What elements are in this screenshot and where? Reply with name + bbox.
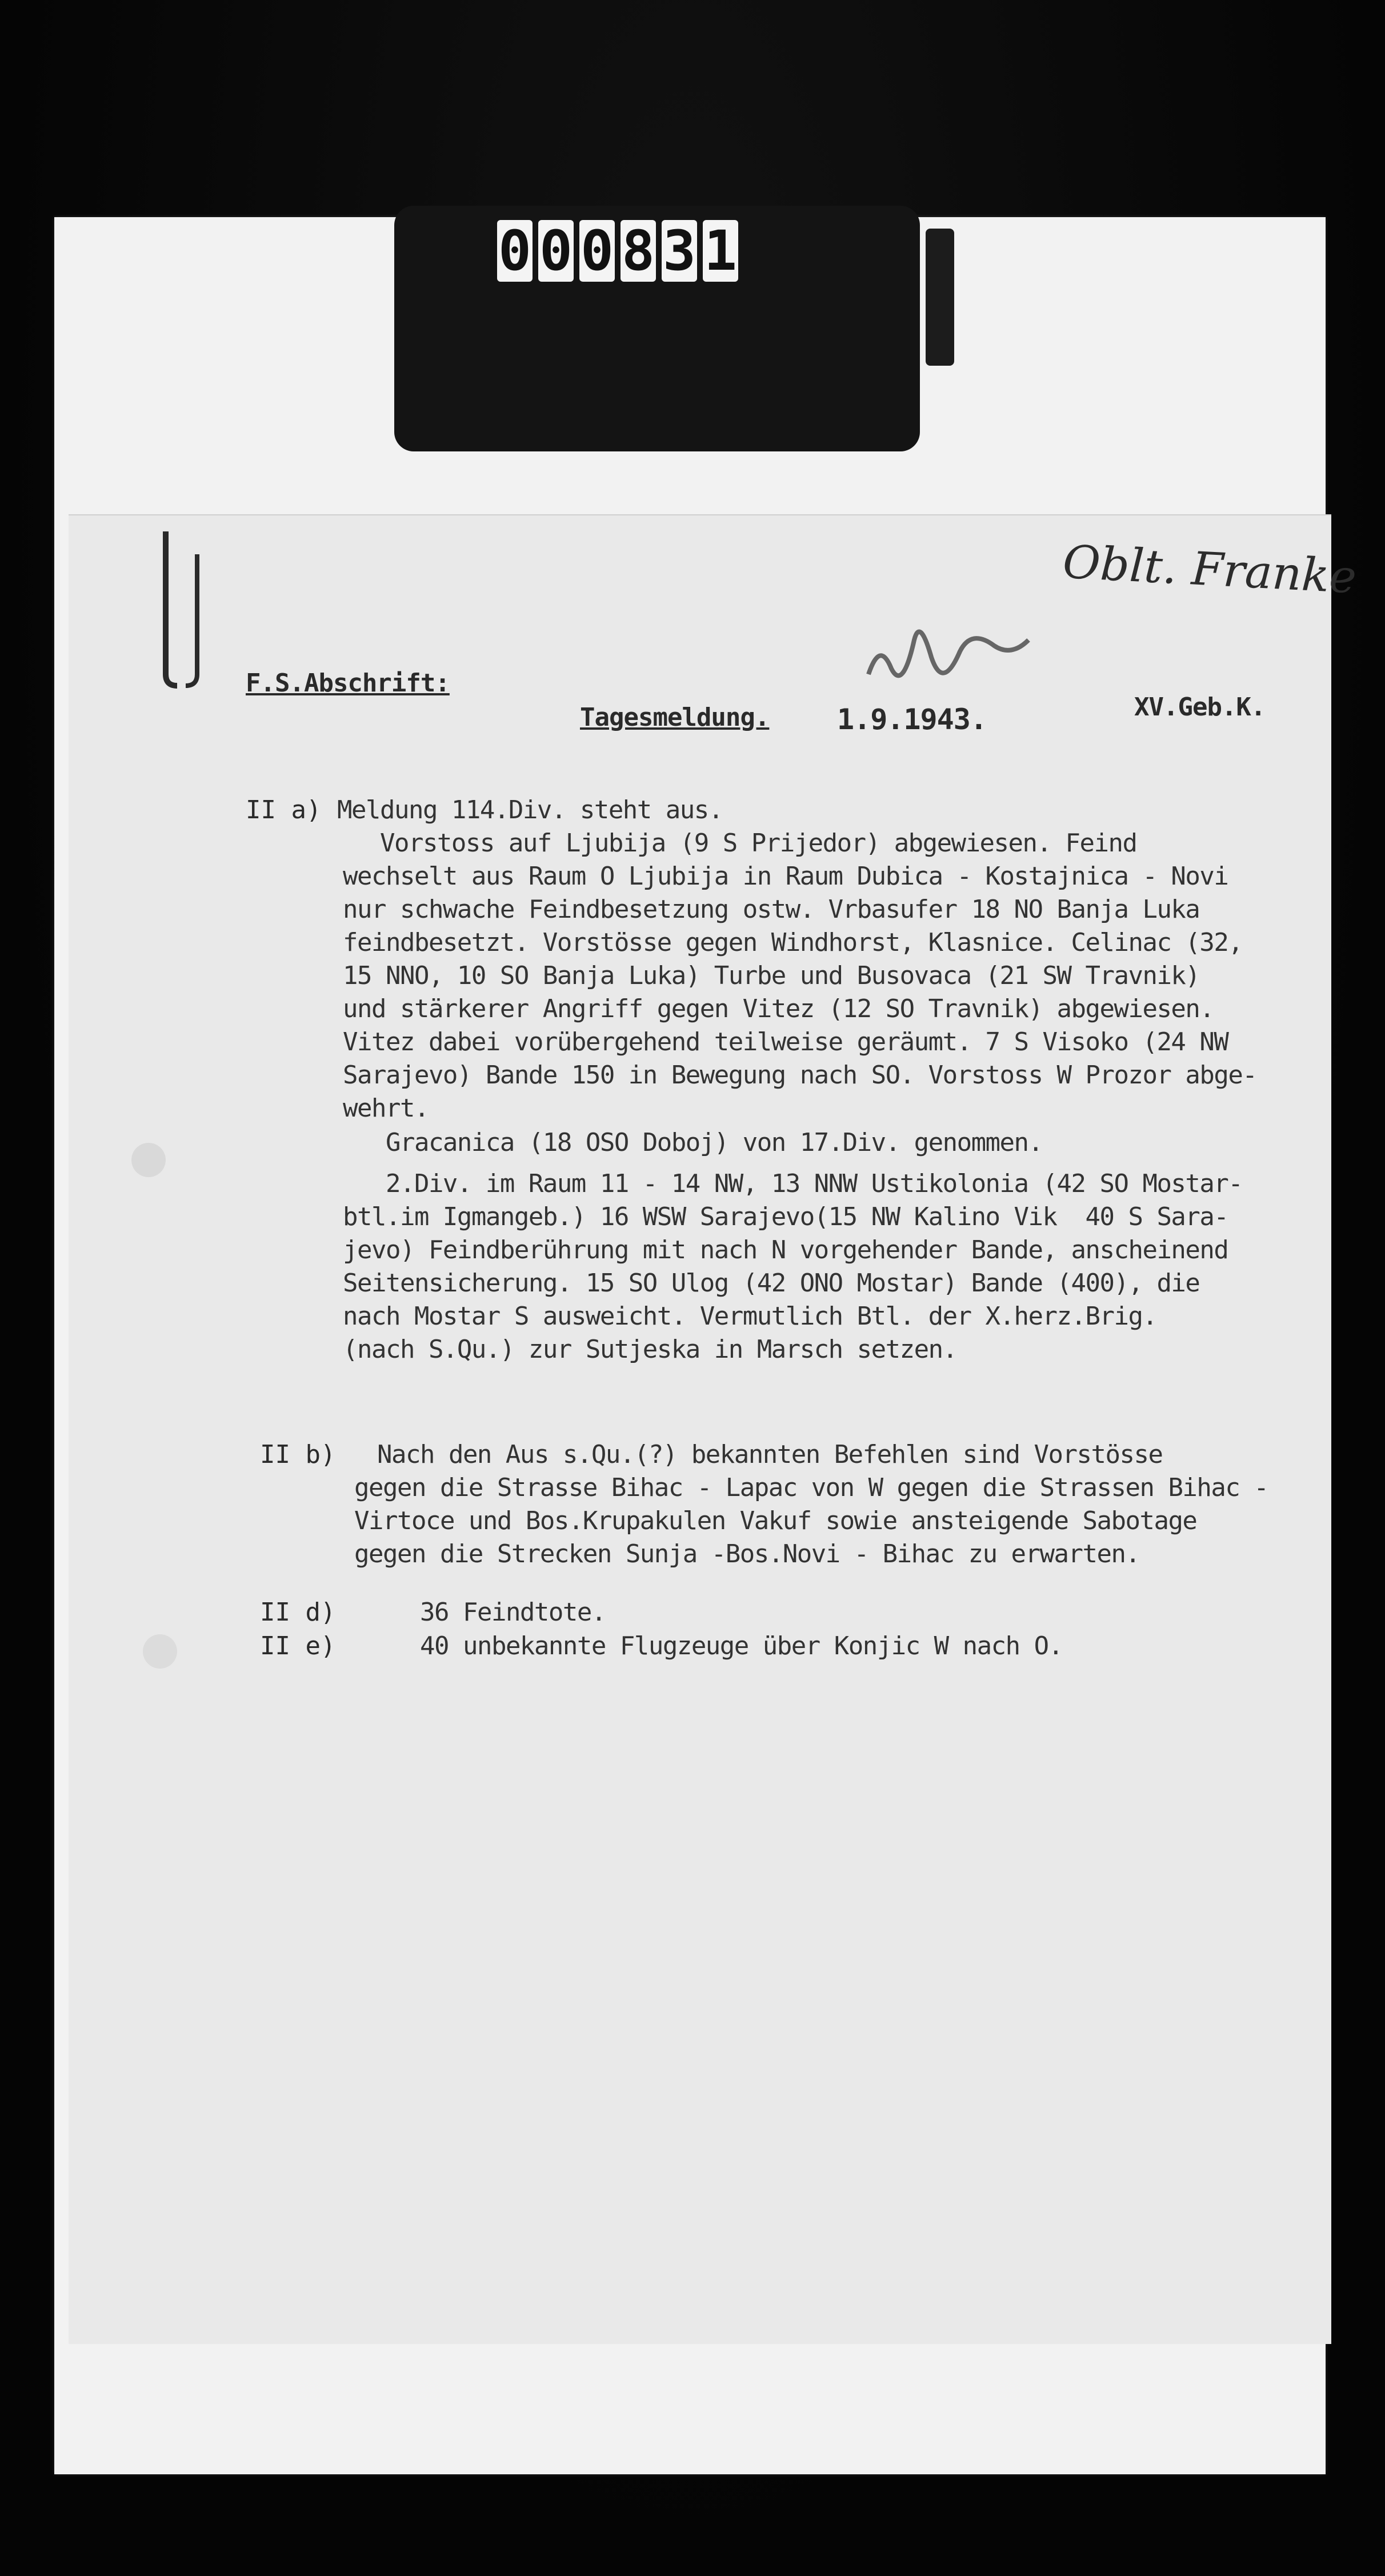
bracket-mark-icon <box>154 531 223 691</box>
punch-hole <box>131 1143 166 1177</box>
text-line: 2.Div. im Raum 11 - 14 NW, 13 NNW Ustikolonia (42 SO Mostar- <box>343 1169 1243 1198</box>
counter-digit: 0 <box>538 220 574 282</box>
text-line: wehrt. <box>343 1094 429 1123</box>
text-line: gegen die Strecken Sunja -Bos.Novi - Bihac zu erwarten. <box>354 1539 1140 1569</box>
text-line: (nach S.Qu.) zur Sutjeska in Marsch setzen. <box>343 1335 957 1364</box>
text-line: feindbesetzt. Vorstösse gegen Windhorst, Klasnice. Celinac (32, <box>343 928 1243 957</box>
counter-digit: 3 <box>662 220 697 282</box>
section-label: II d) <box>260 1598 336 1627</box>
text-line: Vorstoss auf Ljubija (9 S Prijedor) abgewiesen. Feind <box>337 829 1137 858</box>
report-title: Tagesmeldung. <box>580 703 770 732</box>
punch-hole <box>143 1634 177 1669</box>
text-line: Meldung 114.Div. steht aus. <box>337 795 723 825</box>
text-line: 40 unbekannte Flugzeuge über Konjic W nach O. <box>420 1631 1063 1661</box>
counter-digit: 8 <box>621 220 656 282</box>
section-label: II b) <box>260 1440 336 1469</box>
text-line: Virtoce und Bos.Krupakulen Vakuf sowie ansteigende Sabotage <box>354 1506 1197 1535</box>
counter-digit: 0 <box>579 220 615 282</box>
handwritten-mark-icon <box>857 606 1040 709</box>
unit-designation: XV.Geb.K. <box>1134 693 1266 722</box>
text-line: Sarajevo) Bande 150 in Bewegung nach SO. Vorstoss W Prozor abge- <box>343 1061 1257 1090</box>
report-date: 1.9.1943. <box>837 703 987 736</box>
copy-label: F.S.Abschrift: <box>246 669 450 698</box>
text-line: gegen die Strasse Bihac - Lapac von W gegen die Strassen Bihac - <box>354 1473 1268 1502</box>
text-line: nach Mostar S ausweicht. Vermutlich Btl. der X.herz.Brig. <box>343 1302 1157 1331</box>
text-line: jevo) Feindberührung mit nach N vorgehender Bande, anscheinend <box>343 1235 1228 1265</box>
frame-counter-digits <box>497 220 738 283</box>
text-line: 36 Feindtote. <box>420 1598 606 1627</box>
text-line: Seitensicherung. 15 SO Ulog (42 ONO Mostar) Bande (400), die <box>343 1269 1200 1298</box>
text-line: Gracanica (18 OSO Doboj) von 17.Div. genommen. <box>343 1128 1043 1157</box>
text-line: btl.im Igmangeb.) 16 WSW Sarajevo(15 NW Kalino Vik 40 S Sara- <box>343 1202 1228 1231</box>
section-label: II e) <box>260 1631 336 1661</box>
text-line: wechselt aus Raum O Ljubija in Raum Dubica - Kostajnica - Novi <box>343 862 1228 891</box>
text-line: 15 NNO, 10 SO Banja Luka) Turbe und Busovaca (21 SW Travnik) <box>343 961 1200 990</box>
counter-digit: 1 <box>703 220 738 282</box>
counter-knob <box>926 229 954 366</box>
text-line: Nach den Aus s.Qu.(?) bekannten Befehlen sind Vorstösse <box>377 1440 1163 1469</box>
document-sheet <box>69 514 1331 2344</box>
text-line: nur schwache Feindbesetzung ostw. Vrbasufer 18 NO Banja Luka <box>343 895 1200 924</box>
handwritten-signature: Oblt. Franke <box>1061 535 1358 604</box>
text-line: Vitez dabei vorübergehend teilweise geräumt. 7 S Visoko (24 NW <box>343 1027 1228 1057</box>
counter-digit: 0 <box>497 220 533 282</box>
text-line: und stärkerer Angriff gegen Vitez (12 SO Travnik) abgewiesen. <box>343 994 1214 1023</box>
section-label: II a) <box>246 795 322 825</box>
